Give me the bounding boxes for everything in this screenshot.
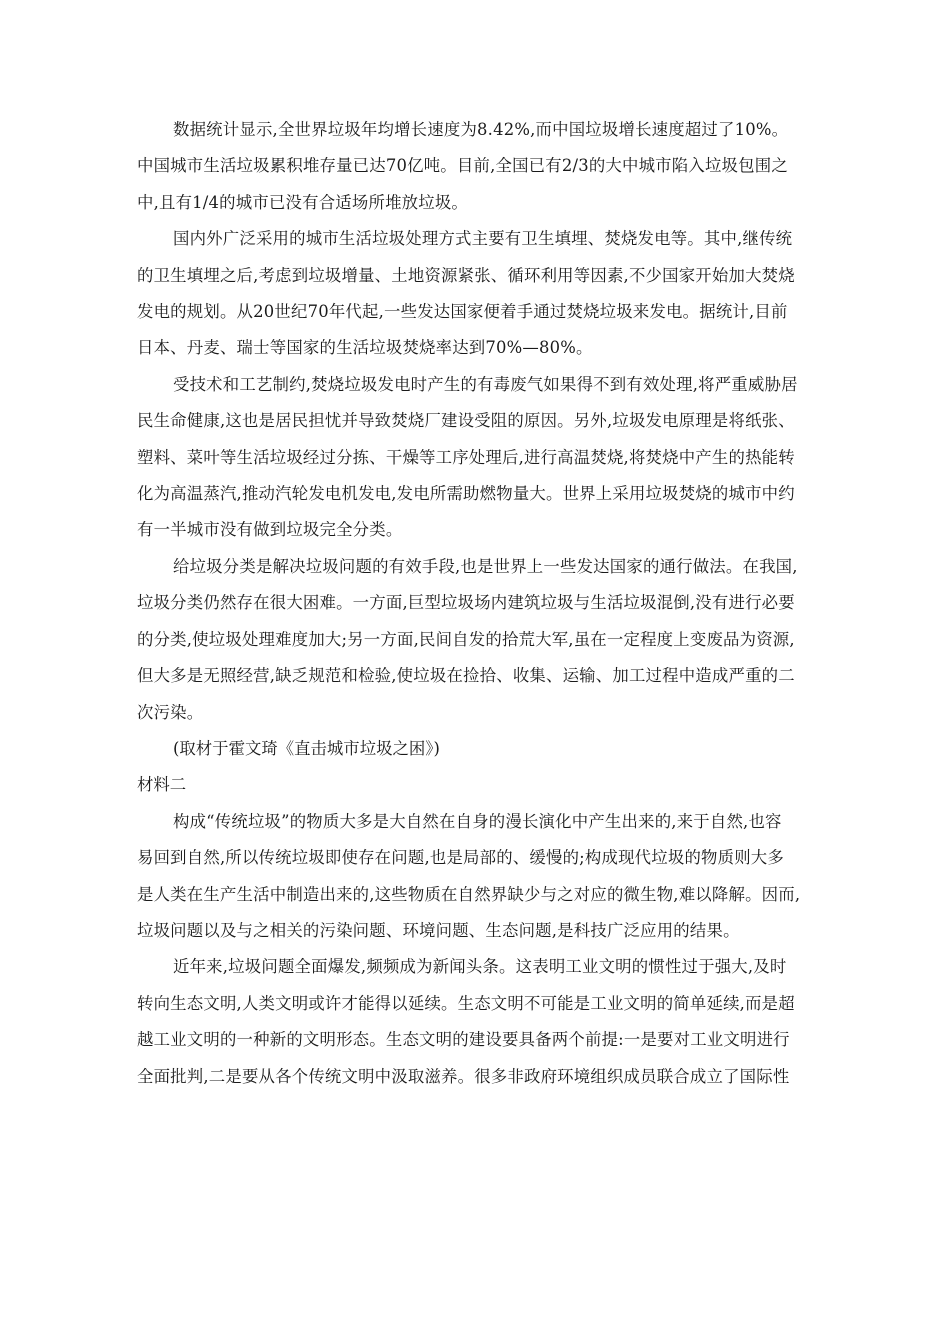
source-citation: (取材于霍文琦《直击城市垃圾之困》)	[173, 738, 440, 758]
section-label-material-two: 材料二	[137, 775, 187, 795]
text-line: 发电的规划。从20世纪70年代起,一些发达国家便着手通过焚烧垃圾来发电。据统计,目前	[137, 302, 788, 322]
paragraph-garbage-statistics	[137, 112, 817, 221]
text-line: 垃圾分类仍然存在很大困难。一方面,巨型垃圾场内建筑垃圾与生活垃圾混倒,没有进行必要	[137, 593, 795, 613]
text-line: 次污染。	[137, 702, 204, 722]
text-line: 但大多是无照经营,缺乏规范和检验,使垃圾在捡拾、收集、运输、加工过程中造成严重的二	[137, 666, 795, 686]
text-line: 越工业文明的一种新的文明形态。生态文明的建设要具备两个前提:一是要对工业文明进行	[137, 1030, 790, 1050]
text-line: 国内外广泛采用的城市生活垃圾处理方式主要有卫生填埋、焚烧发电等。其中,继传统	[173, 229, 793, 249]
text-line: 是人类在生产生活中制造出来的,这些物质在自然界缺少与之对应的微生物,难以降解。因而,	[137, 884, 801, 904]
paragraph-treatment-methods	[137, 221, 817, 367]
text-line: 的卫生填埋之后,考虑到垃圾增量、土地资源紧张、循环利用等因素,不少国家开始加大焚烧	[137, 265, 795, 285]
paragraph-incineration-issues	[137, 367, 817, 549]
document-page	[137, 112, 817, 1095]
text-line: 全面批判,二是要从各个传统文明中汲取滋养。很多非政府环境组织成员联合成立了国际性	[137, 1066, 790, 1086]
text-line: 受技术和工艺制约,焚烧垃圾发电时产生的有毒废气如果得不到有效处理,将严重威胁居	[173, 374, 798, 394]
text-line: 垃圾问题以及与之相关的污染问题、环境问题、生态问题,是科技广泛应用的结果。	[137, 920, 740, 940]
paragraph-ecological-civilization	[137, 949, 817, 1095]
text-line: 构成“传统垃圾”的物质大多是大自然在自身的漫长演化中产生出来的,来于自然,也容	[173, 811, 782, 831]
text-line: 化为高温蒸汽,推动汽轮发电机发电,发电所需助燃物量大。世界上采用垃圾焚烧的城市中约	[137, 484, 795, 504]
text-line: 易回到自然,所以传统垃圾即使存在问题,也是局部的、缓慢的;构成现代垃圾的物质则大多	[137, 848, 784, 868]
paragraph-garbage-sorting	[137, 549, 817, 731]
text-line: 塑料、菜叶等生活垃圾经过分拣、干燥等工序处理后,进行高温焚烧,将焚烧中产生的热能转	[137, 447, 795, 467]
text-line: 中国城市生活垃圾累积堆存量已达70亿吨。目前,全国已有2/3的大中城市陷入垃圾包围之	[137, 156, 788, 176]
text-line: 民生命健康,这也是居民担忧并导致焚烧厂建设受阻的原因。另外,垃圾发电原理是将纸张、	[137, 411, 795, 431]
text-line: 给垃圾分类是解决垃圾问题的有效手段,也是世界上一些发达国家的通行做法。在我国,	[173, 556, 798, 576]
text-line: 中,且有1/4的城市已没有合适场所堆放垃圾。	[137, 192, 469, 212]
text-line: 的分类,使垃圾处理难度加大;另一方面,民间自发的拾荒大军,虽在一定程度上变废品为资源,	[137, 629, 795, 649]
text-line: 转向生态文明,人类文明或许才能得以延续。生态文明不可能是工业文明的简单延续,而是超	[137, 993, 795, 1013]
text-line: 数据统计显示,全世界垃圾年均增长速度为8.42%,而中国垃圾增长速度超过了10%。	[173, 120, 789, 139]
paragraph-traditional-garbage	[137, 804, 817, 950]
text-line: 日本、丹麦、瑞士等国家的生活垃圾焚烧率达到70%—80%。	[137, 338, 593, 358]
text-line: 有一半城市没有做到垃圾完全分类。	[137, 520, 403, 540]
text-line: 近年来,垃圾问题全面爆发,频频成为新闻头条。这表明工业文明的惯性过于强大,及时	[173, 957, 787, 977]
